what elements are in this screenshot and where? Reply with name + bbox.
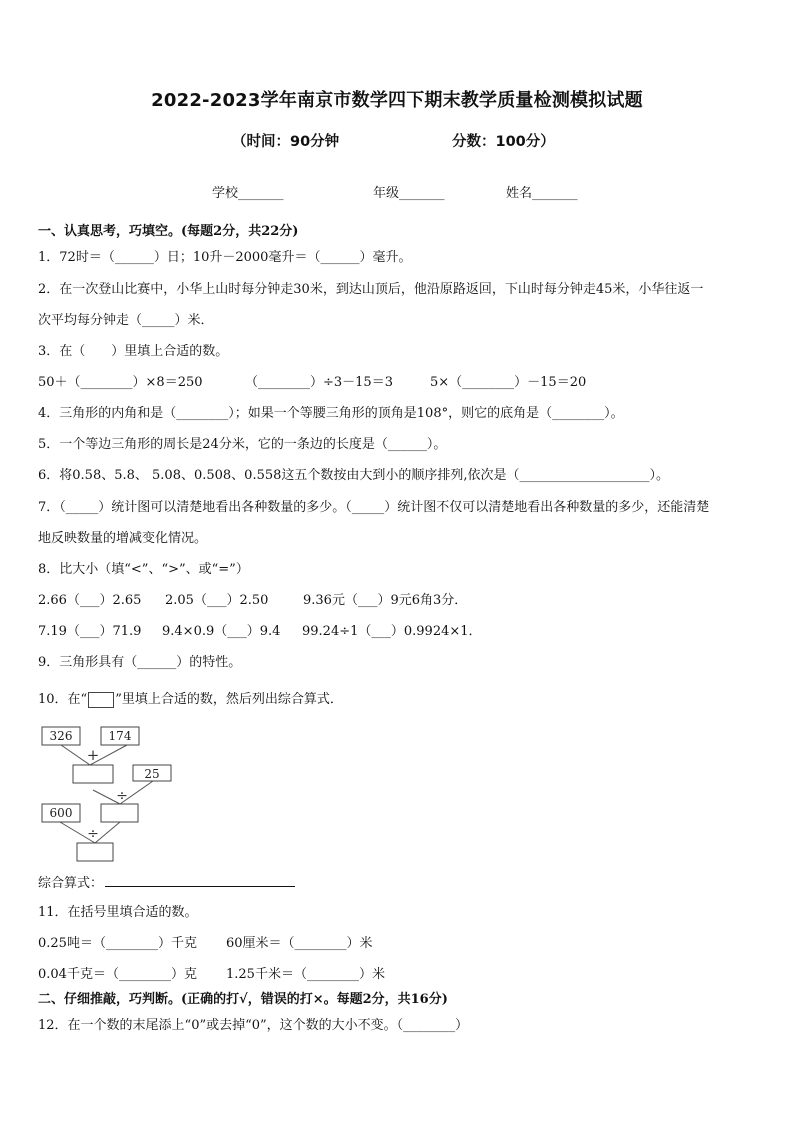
section2-heading: 二、仔细推敲，巧判断。(正确的打√，错误的打×。每题2分，共16分) [38, 992, 448, 1007]
question-10 [38, 690, 343, 710]
formula-label: 综合算式： [38, 876, 104, 891]
num-25: 25 [144, 767, 160, 781]
exam-time: （时间：90分钟 [232, 134, 340, 150]
num-600: 600 [49, 806, 73, 820]
exam-score: 分数：100分） [452, 134, 555, 150]
question-8: 8．比大小（填“<”、“>”、或“=”） [38, 562, 249, 577]
question-11d: 1.25千米＝（________）米 [226, 967, 385, 982]
question-11a: 0.25吨＝（________）千克 [38, 936, 197, 951]
empty-box-sum [73, 765, 113, 783]
question-7-line1: 7．（_____）统计图可以清楚地看出各种数量的多少。（_____）统计图不仅可以清楚地看出各种数量的多少，还能清楚 [38, 500, 710, 515]
calculation-diagram [30, 720, 190, 865]
question-8-r2b: 9.4×0.9（___）9.4 [162, 624, 281, 639]
divide-operator-2: ÷ [87, 826, 99, 842]
question-5: 5．一个等边三角形的周长是24分米，它的一条边的长度是（______）。 [38, 437, 447, 452]
num-326: 326 [49, 729, 73, 743]
question-9: 9．三角形具有（______）的特性。 [38, 655, 242, 670]
formula-answer-line [105, 874, 295, 887]
section1-heading: 一、认真思考，巧填空。(每题2分，共22分) [38, 224, 299, 239]
empty-box-result [77, 843, 113, 861]
question-3a: 50＋（________）×8＝250 [38, 375, 203, 390]
answer-box-icon [88, 692, 114, 708]
question-11c: 0.04千克＝（________）克 [38, 967, 197, 982]
name-field: 姓名_______ [506, 186, 578, 201]
question-2-line2: 次平均每分钟走（_____）米． [38, 313, 214, 328]
question-7-line2: 地反映数量的增减变化情况。 [38, 531, 208, 546]
question-3: 3．在（ ）里填上合适的数。 [38, 344, 229, 359]
num-174: 174 [108, 729, 132, 743]
empty-box-quotient [101, 804, 138, 822]
question-8-r1b: 2.05（___）2.50 [165, 593, 269, 608]
plus-operator: + [86, 746, 100, 764]
question-8-r1a: 2.66（___）2.65 [38, 593, 142, 608]
grade-field: 年级_______ [373, 186, 445, 201]
question-4: 4．三角形的内角和是（________）；如果一个等腰三角形的顶角是108°，则它的底角是（________）。 [38, 406, 624, 421]
question-3c: 5×（________）－15＝20 [430, 375, 587, 390]
question-8-r2c: 99.24÷1（___）0.9924×1． [302, 624, 482, 639]
page-title: 2022-2023学年南京市数学四下期末教学质量检测模拟试题 [151, 90, 643, 111]
comprehensive-formula [38, 872, 295, 891]
question-11: 11．在括号里填合适的数。 [38, 905, 198, 920]
question-6: 6．将0.58、5.8、 5.08、0.508、0.558这五个数按由大到小的顺序排列,依次是（____________________）。 [38, 468, 670, 483]
question-8-r1c: 9.36元（___）9元6角3分． [303, 593, 468, 608]
question-3b: （________）÷3－15＝3 [245, 375, 393, 390]
question-2-line1: 2．在一次登山比赛中，小华上山时每分钟走30米，到达山顶后，他沿原路返回，下山时每分钟走45米，小华往返一 [38, 282, 704, 297]
question-8-r2a: 7.19（___）71.9 [38, 624, 142, 639]
question-10-suffix: ”里填上合适的数，然后列出综合算式． [115, 692, 343, 707]
question-12: 12．在一个数的末尾添上“0”或去掉“0”，这个数的大小不变。（________） [38, 1018, 469, 1033]
divide-operator-1: ÷ [116, 788, 128, 804]
question-11b: 60厘米＝（________）米 [226, 936, 373, 951]
question-10-prefix: 10．在“ [38, 692, 88, 707]
question-1: 1．72时＝（______）日；10升－2000毫升＝（______）毫升。 [38, 250, 412, 265]
school-field: 学校_______ [212, 186, 284, 201]
